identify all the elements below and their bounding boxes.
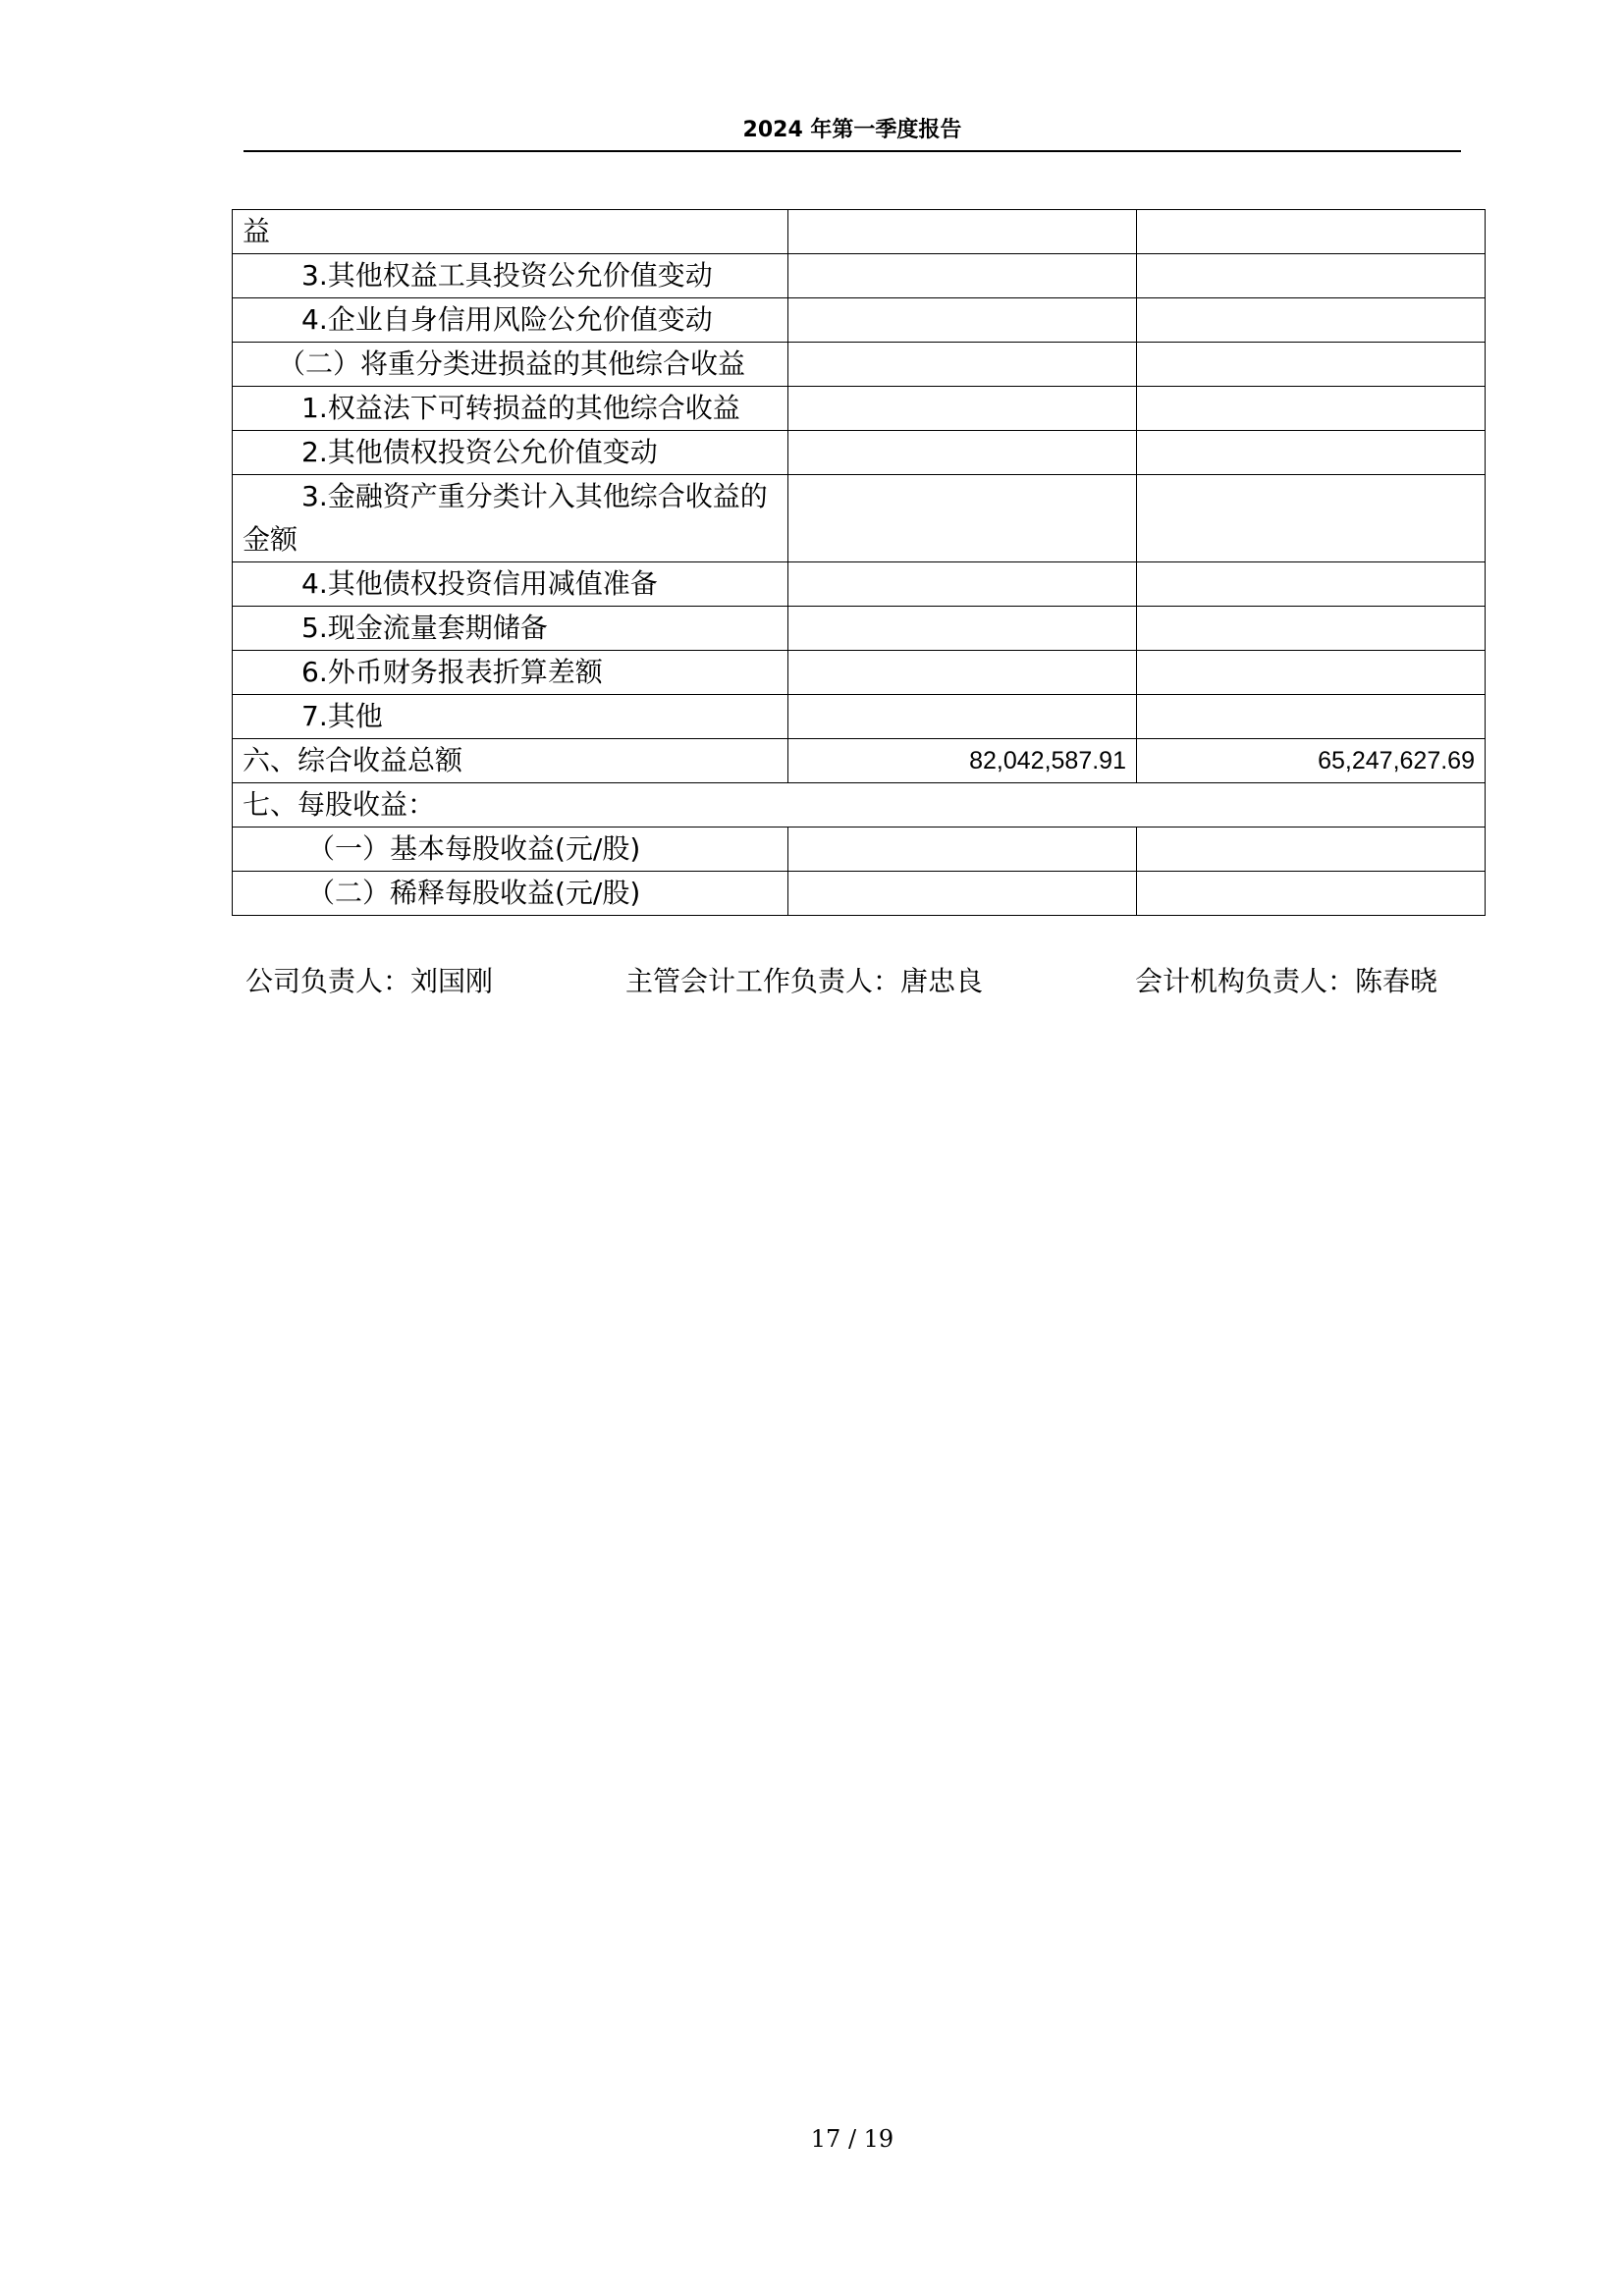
- current-period-value: [788, 210, 1137, 254]
- row-label: 六、综合收益总额: [233, 739, 788, 783]
- page-number: 17 / 19: [810, 2125, 894, 2153]
- row-label: （二）稀释每股收益(元/股): [233, 872, 788, 916]
- current-period-value: [788, 475, 1137, 562]
- table-row: [233, 387, 1486, 431]
- previous-period-value: [1137, 254, 1486, 298]
- table-row: [233, 254, 1486, 298]
- current-period-value: [788, 872, 1137, 916]
- table-row: [233, 607, 1486, 651]
- row-label: 4.其他债权投资信用减值准备: [233, 562, 788, 607]
- header-rule: [244, 150, 1461, 152]
- current-period-value: [788, 562, 1137, 607]
- row-label: 7.其他: [233, 695, 788, 739]
- current-period-value: [788, 828, 1137, 872]
- current-period-value: [788, 607, 1137, 651]
- previous-period-value: [1137, 475, 1486, 562]
- row-label: 1.权益法下可转损益的其他综合收益: [233, 387, 788, 431]
- current-period-value: [788, 343, 1137, 387]
- previous-period-value: [1137, 828, 1486, 872]
- previous-period-value: [1137, 607, 1486, 651]
- table-row: [233, 783, 1486, 828]
- row-label: 七、每股收益：: [233, 783, 1486, 828]
- row-label: 3.其他权益工具投资公允价值变动: [233, 254, 788, 298]
- previous-period-value: 65,247,627.69: [1137, 739, 1486, 783]
- table-row: [233, 828, 1486, 872]
- row-label: 2.其他债权投资公允价值变动: [233, 431, 788, 475]
- table-row: [233, 210, 1486, 254]
- previous-period-value: [1137, 695, 1486, 739]
- previous-period-value: [1137, 298, 1486, 343]
- table-row: [233, 298, 1486, 343]
- row-label: 4.企业自身信用风险公允价值变动: [233, 298, 788, 343]
- previous-period-value: [1137, 872, 1486, 916]
- table-row: [233, 475, 1486, 562]
- current-period-value: 82,042,587.91: [788, 739, 1137, 783]
- table-row: [233, 695, 1486, 739]
- previous-period-value: [1137, 343, 1486, 387]
- row-label: 6.外币财务报表折算差额: [233, 651, 788, 695]
- previous-period-value: [1137, 431, 1486, 475]
- row-label: （一）基本每股收益(元/股): [233, 828, 788, 872]
- table-row: [233, 872, 1486, 916]
- current-period-value: [788, 695, 1137, 739]
- signature-line: [245, 960, 1463, 999]
- table-row: [233, 431, 1486, 475]
- accounting-dept-head-signature: 会计机构负责人：陈春晓: [1135, 965, 1438, 997]
- row-label-text: 3.金融资产重分类计入其他综合收益的金额: [243, 480, 768, 556]
- accounting-head-signature: 主管会计工作负责人：唐忠良: [625, 965, 984, 997]
- current-period-value: [788, 298, 1137, 343]
- current-period-value: [788, 387, 1137, 431]
- current-period-value: [788, 651, 1137, 695]
- previous-period-value: [1137, 651, 1486, 695]
- table-row: [233, 651, 1486, 695]
- previous-period-value: [1137, 210, 1486, 254]
- page-header-title: 2024 年第一季度报告: [742, 118, 962, 142]
- row-label: （二）将重分类进损益的其他综合收益: [233, 343, 788, 387]
- table-row: [233, 562, 1486, 607]
- comprehensive-income-table: [232, 209, 1486, 916]
- table-row: [233, 343, 1486, 387]
- current-period-value: [788, 431, 1137, 475]
- current-period-value: [788, 254, 1137, 298]
- row-label: 5.现金流量套期储备: [233, 607, 788, 651]
- row-label: 益: [233, 210, 788, 254]
- previous-period-value: [1137, 387, 1486, 431]
- company-head-signature: 公司负责人：刘国刚: [245, 965, 494, 997]
- table-row: [233, 739, 1486, 783]
- row-label: [233, 475, 788, 562]
- previous-period-value: [1137, 562, 1486, 607]
